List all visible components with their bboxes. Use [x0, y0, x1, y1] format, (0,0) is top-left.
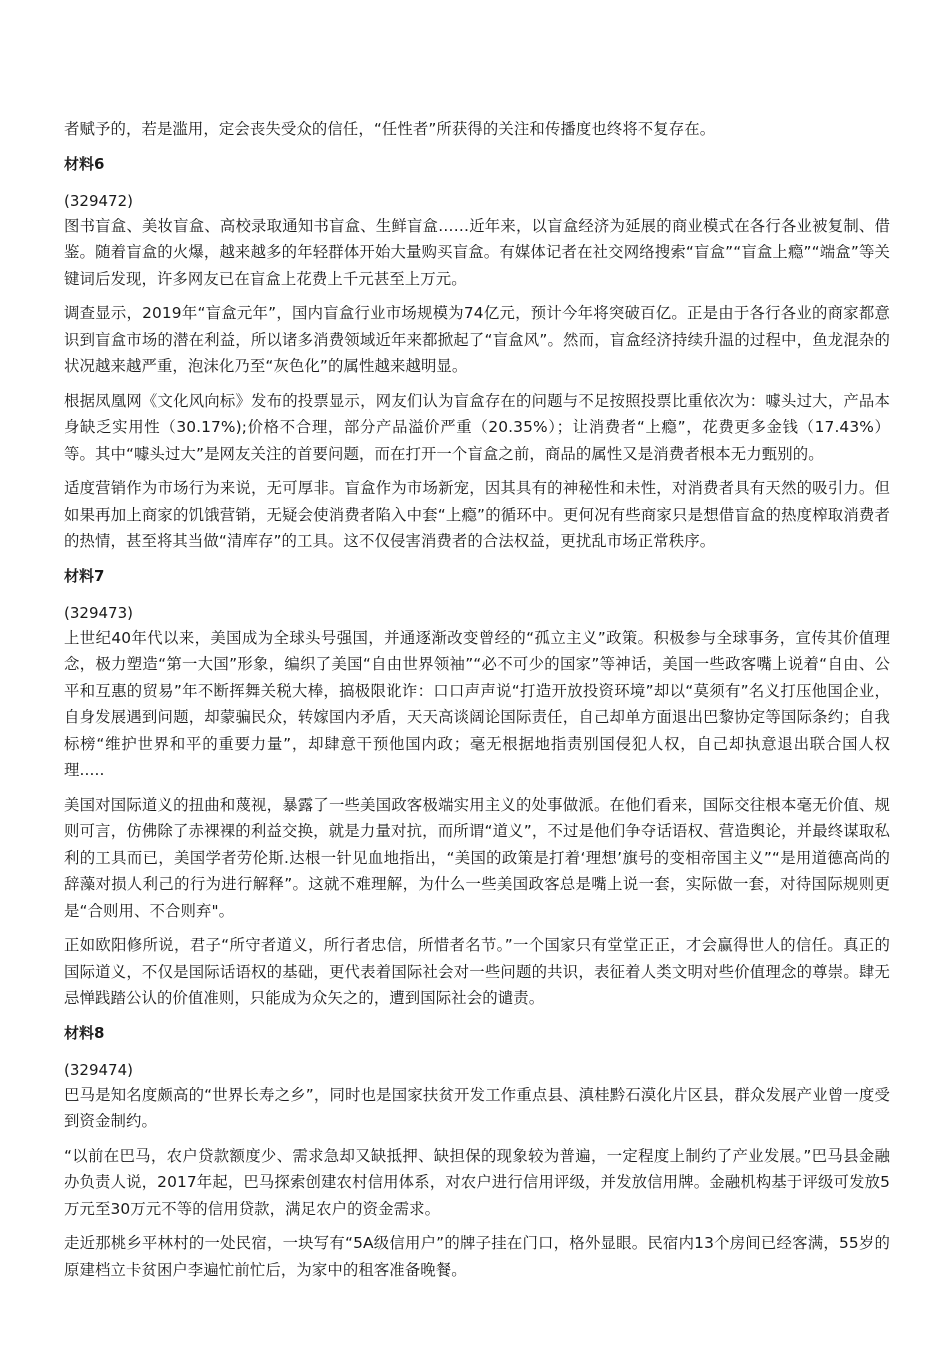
paragraph: 图书盲盒、美妆盲盒、高校录取通知书盲盒、生鲜盲盒……近年来，以盲盒经济为延展的商业模式在各行各业被复制、借鉴。随着盲盒的火爆，越来越多的年轻群体开始大量购买盲盒。有媒体记者在社交网络搜索“盲盒”“盲盒上瘾”“端盒”等关键词后发现，许多网友已在盲盒上花费上千元甚至上万元。	[64, 216, 890, 288]
paragraph: “以前在巴马，农户贷款额度少、需求急却又缺抵押、缺担保的现象较为普遍，一定程度上制约了产业发展。”巴马县金融办负责人说，2017年起，巴马探索创建农村信用体系，对农户进行信用评级，并发放信用牌。金融机构基于评级可发放5万元至30万元不等的信用贷款，满足农户的资金需求。	[64, 1146, 890, 1218]
paragraph: 正如欧阳修所说，君子“所守者道义，所行者忠信，所惜者名节。”一个国家只有堂堂正正，才会赢得世人的信任。真正的国际道义，不仅是国际话语权的基础，更代表着国际社会对一些问题的共识，表征着人类文明对些价值理念的尊崇。肆无忌惮践踏公认的价值准则，只能成为众矢之的，遭到国际社会的谴责。	[64, 936, 890, 1007]
section-title: 材料7	[64, 566, 105, 585]
section-code: (329474)	[64, 1060, 133, 1079]
paragraph: 上世纪40年代以来，美国成为全球头号强国，并通逐渐改变曾经的“孤立主义”政策。积极参与全球事务，宣传其价值理念，极力塑造“第一大国”形象，编织了美国“自由世界领袖”“必不可少的国家”等神话，美国一些政客嘴上说着“自由、公平和互惠的贸易”年不断挥舞关税大棒，搞极限讹诈：口口声声说“打造开放投资环境”却以“莫须有”名义打压他国企业，自身发展遇到问题，却蒙骗民众，转嫁国内矛盾，天天高谈阔论国际责任，自己却单方面退出巴黎协定等国际条约；自我标榜“维护世界和平的重要力量”，却肆意干预他国内政；毫无根据地指责别国侵犯人权，自己却执意退出联合国人权理.....	[64, 628, 890, 779]
section-title: 材料6	[64, 154, 105, 173]
section-title: 材料8	[64, 1023, 105, 1042]
paragraph: 走近那桃乡平林村的一处民宿，一块写有“5A级信用户”的牌子挂在门口，格外显眼。民宿内13个房间已经客满，55岁的原建档立卡贫困户李遍忙前忙后，为家中的租客准备晚餐。	[64, 1234, 890, 1279]
paragraph: 根据凤凰网《文化风向标》发布的投票显示，网友们认为盲盒存在的问题与不足按照投票比重依次为：噱头过大，产品本身缺乏实用性（30.17%);价格不合理，部分产品溢价严重（20.35%）；让消费者“上瘾”，花费更多金钱（17.43%）等。其中“噱头过大”是网友关注的首要问题，而在打开一个盲盒之前，商品的属性又是消费者根本无力甄别的。	[64, 391, 890, 463]
paragraph: 适度营销作为市场行为来说，无可厚非。盲盒作为市场新宠，因其具有的神秘性和未性，对消费者具有天然的吸引力。但如果再加上商家的饥饿营销，无疑会使消费者陷入中套“上瘾”的循环中。更何况有些商家只是想借盲盒的热度榨取消费者的热情，甚至将其当做“清库存”的工具。这不仅侵害消费者的合法权益，更扰乱市场正常秩序。	[64, 479, 890, 550]
paragraph: 巴马是知名度颇高的“世界长寿之乡”，同时也是国家扶贫开发工作重点县、滇桂黔石漠化片区县，群众发展产业曾一度受到资金制约。	[64, 1085, 890, 1130]
section-material-7	[64, 563, 890, 1012]
intro-paragraph: 者赋予的，若是滥用，定会丧失受众的信任，“任性者”所获得的关注和传播度也终将不复存在。	[64, 120, 716, 138]
section-code: (329473)	[64, 603, 133, 622]
section-code: (329472)	[64, 191, 133, 210]
section-material-6	[64, 151, 890, 555]
document-page	[64, 116, 890, 1291]
paragraph: 调查显示，2019年“盲盒元年”，国内盲盒行业市场规模为74亿元，预计今年将突破百亿。正是由于各行各业的商家都意识到盲盒市场的潜在利益，所以诸多消费领域近年来都掀起了“盲盒风”。然而，盲盒经济持续升温的过程中，鱼龙混杂的状况越来越严重，泡沫化乃至“灰色化”的属性越来越明显。	[64, 304, 890, 375]
paragraph: 美国对国际道义的扭曲和蔑视，暴露了一些美国政客极端实用主义的处事做派。在他们看来，国际交往根本毫无价值、规则可言，仿佛除了赤裸裸的利益交换，就是力量对抗，而所谓“道义”，不过是他们争夺话语权、营造舆论，并最终谋取私利的工具而已，美国学者劳伦斯.达根一针见血地指出，“美国的政策是打着‘理想’旗号的变相帝国主义”“是用道德高尚的辞藻对损人利己的行为进行解释”。这就不难理解，为什么一些美国政客总是嘴上说一套，实际做一套，对待国际规则更是“合则用、不合则弃"。	[64, 795, 890, 920]
section-material-8	[64, 1020, 890, 1284]
